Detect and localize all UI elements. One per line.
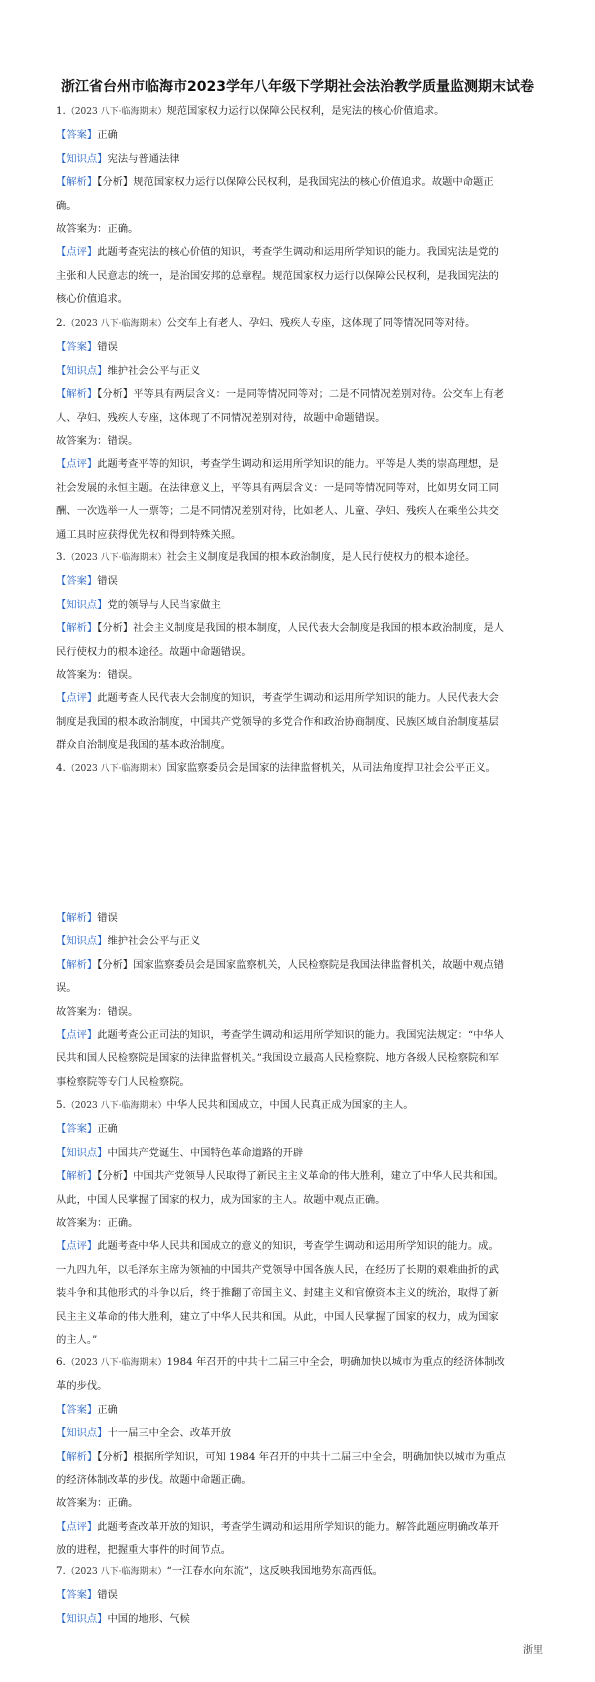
line-text: 装斗争和其他形式的斗争以后，终于推翻了帝国主义、封建主义和官僚资本主义的统治，取得了新: [56, 1287, 499, 1300]
labeled-line: [56, 1399, 540, 1422]
question-block: [56, 907, 540, 1094]
question-text: [56, 1094, 540, 1118]
text-line: [56, 265, 540, 288]
point-tag: 【知识点】: [56, 364, 108, 377]
line-text: 从此，中国人民掌握了国家的权力，成为国家的主人。故题中观点正确。: [56, 1193, 386, 1206]
line-text: 此题考查宪法的核心价值的知识，考查学生调动和运用所学知识的能力。我国宪法是党的: [97, 246, 499, 259]
text-line: [56, 407, 540, 430]
question-block: [56, 312, 540, 547]
analysis-tag: 【解析】: [56, 176, 98, 189]
text-line: [56, 1259, 540, 1282]
line-text: 民主主义革命的伟大胜利，建立了中华人民共和国。从此，中国人民掌握了国家的权力，成为国家: [56, 1310, 499, 1323]
question-source: （2023 八下·临海期末）: [65, 1567, 167, 1577]
text-line: [56, 524, 540, 547]
question-number: 6.: [56, 1356, 66, 1368]
line-text: 此题考查公正司法的知识，考查学生调动和运用所学知识的能力。我国宪法规定：“中华人: [97, 1029, 505, 1042]
answer-tag: 【答案】: [56, 1403, 98, 1416]
question-block: [56, 546, 540, 758]
labeled-line: [56, 1608, 540, 1631]
line-text: 【分析】中国共产党领导人民取得了新民主主义革命的伟大胜利，建立了中华人民共和国。: [97, 1170, 504, 1183]
point-tag: 【知识点】: [56, 1146, 108, 1159]
question-block: [56, 1351, 540, 1563]
question-source: （2023 八下·临海期末）: [65, 1358, 167, 1368]
line-text: 故答案为：正确。: [56, 1217, 139, 1230]
analysis-tag: 【解析】: [56, 388, 98, 401]
question-block: [56, 1094, 540, 1352]
text-line: [56, 195, 540, 218]
question-block: [56, 1560, 540, 1631]
text-line: [56, 1329, 540, 1352]
answer-tag: 【答案】: [56, 1589, 98, 1602]
line-text: 民共和国人民检察院是国家的法律监督机关。”我国设立最高人民检察院、地方各级人民检察院和军: [56, 1052, 499, 1065]
question-number: 7.: [56, 1565, 66, 1577]
question-stem: “一江春水向东流”，这反映我国地势东高西低。: [166, 1565, 383, 1577]
line-text: 此题考查平等的知识，考查学生调动和运用所学知识的能力。平等是人类的崇高理想，是: [97, 458, 499, 471]
analysis-tag: 【解析】: [56, 958, 98, 971]
text-line: [56, 664, 540, 687]
labeled-line: [56, 336, 540, 359]
line-text: 维护社会公平与正义: [107, 364, 201, 377]
line-text: 酬、一次选举一人一票等；二是不同情况差别对待，比如老人、儿童、孕妇、残疾人在乘坐公共交: [56, 505, 499, 518]
comment-tag: 【点评】: [56, 1520, 98, 1533]
line-text: 正确: [97, 1403, 118, 1416]
text-line: [56, 711, 540, 734]
line-text: 【分析】根据所学知识，可知 1984 年召开的中共十二届三中全会，明确加快以城市为重点: [97, 1450, 506, 1463]
text-line: [56, 977, 540, 1000]
question-number: 3.: [56, 551, 66, 563]
line-text: 核心价值追求。: [56, 293, 129, 306]
line-text: 维护社会公平与正义: [107, 935, 201, 948]
text-line: [56, 500, 540, 523]
text-line: [56, 1047, 540, 1070]
line-text: 【分析】规范国家权力运行以保障公民权利，是我国宪法的核心价值追求。故题中命题正: [97, 176, 494, 189]
line-text: 的经济体制改革的步伐。故题中命题正确。: [56, 1474, 252, 1487]
labeled-line: [56, 907, 540, 930]
labeled-line: [56, 124, 540, 147]
text-line: [56, 1306, 540, 1329]
analysis-tag: 【解析】: [56, 912, 98, 924]
text-line: [56, 218, 540, 241]
text-line: [56, 1071, 540, 1094]
line-text: 革的步伐。: [56, 1380, 108, 1393]
text-line: [56, 1492, 540, 1515]
text-line: [56, 1189, 540, 1212]
labeled-line: [56, 1584, 540, 1607]
labeled-line: [56, 453, 540, 476]
labeled-line: [56, 1516, 540, 1539]
line-text: 主张和人民意志的统一，是治国安邦的总章程。规范国家权力运行以保障公民权利，是我国宪法的: [56, 269, 499, 282]
question-text: [56, 1351, 540, 1375]
text-line: [56, 288, 540, 311]
labeled-line: [56, 687, 540, 710]
page-footer: 浙里: [523, 1645, 543, 1656]
question-source: （2023 八下·临海期末）: [65, 553, 167, 563]
line-text: 民行使权力的根本途径。故题中命题错误。: [56, 645, 252, 658]
question-source: （2023 八下·临海期末）: [65, 764, 167, 774]
labeled-line: [56, 930, 540, 953]
question-stem: 公交车上有老人、孕妇、残疾人专座，这体现了同等情况同等对待。: [166, 317, 476, 329]
text-line: [56, 1282, 540, 1305]
labeled-line: [56, 383, 540, 406]
labeled-line: [56, 1422, 540, 1445]
line-text: 错误: [97, 1589, 118, 1602]
labeled-line: [56, 1118, 540, 1141]
question-source: （2023 八下·临海期末）: [65, 1101, 167, 1111]
line-text: 人、孕妇、残疾人专座，这体现了不同情况差别对待，故题中命题错误。: [56, 411, 386, 424]
analysis-tag: 【解析】: [56, 1170, 98, 1183]
comment-tag: 【点评】: [56, 246, 98, 259]
line-text: 确。: [56, 199, 77, 212]
line-text: 故答案为：错误。: [56, 1005, 139, 1018]
line-text: 故答案为：错误。: [56, 435, 139, 448]
labeled-line: [56, 148, 540, 171]
comment-tag: 【点评】: [56, 1240, 98, 1253]
comment-tag: 【点评】: [56, 1029, 98, 1042]
text-line: [56, 430, 540, 453]
labeled-line: [56, 1024, 540, 1047]
line-text: 故答案为：正确。: [56, 223, 139, 236]
line-text: 正确: [97, 1123, 118, 1136]
line-text: 事检察院等专门人民检察院。: [56, 1075, 190, 1088]
text-line: [56, 1001, 540, 1024]
point-tag: 【知识点】: [56, 152, 108, 165]
line-text: 通工具时应获得优先权和得到特殊关照。: [56, 528, 242, 541]
text-line: [56, 641, 540, 664]
line-text: 错误: [97, 912, 118, 924]
line-text: 【分析】社会主义制度是我国的根本制度，人民代表大会制度是我国的根本政治制度，是人: [97, 622, 504, 635]
answer-tag: 【答案】: [56, 129, 98, 142]
line-text: 放的进程，把握重大事件的时间节点。: [56, 1544, 232, 1557]
line-text: 中国的地形、气候: [107, 1612, 190, 1625]
page-title: 浙江省台州市临海市2023学年八年级下学期社会法治教学质量监测期末试卷: [61, 79, 534, 95]
question-stem: 1984 年召开的中共十二届三中全会，明确加快以城市为重点的经济体制改: [166, 1356, 505, 1368]
labeled-line: [56, 1165, 540, 1188]
line-text: 一九四九年，以毛泽东主席为领袖的中国共产党领导中国各族人民，在经历了长期的艰难曲折的武: [56, 1263, 499, 1276]
line-text: 正确: [97, 129, 118, 142]
labeled-line: [56, 1446, 540, 1469]
labeled-line: [56, 360, 540, 383]
labeled-line: [56, 1142, 540, 1165]
line-text: 社会发展的永恒主题。在法律意义上，平等具有两层含义：一是同等情况同等对，比如男女同工同: [56, 481, 499, 494]
line-text: 宪法与普通法律: [107, 152, 180, 165]
line-text: 此题考查改革开放的知识，考查学生调动和运用所学知识的能力。解答此题应明确改革开: [97, 1520, 499, 1533]
line-text: 故答案为：正确。: [56, 1497, 139, 1510]
line-text: 十一届三中全会、改革开放: [107, 1427, 232, 1440]
labeled-line: [56, 1235, 540, 1258]
line-text: 制度是我国的根本政治制度，中国共产党领导的多党合作和政治协商制度、民族区域自治制度基层: [56, 715, 499, 728]
text-line: [56, 477, 540, 500]
question-number: 1.: [56, 105, 66, 117]
line-text: 党的领导与人民当家做主: [107, 598, 221, 611]
labeled-line: [56, 617, 540, 640]
point-tag: 【知识点】: [56, 598, 108, 611]
question-text: [56, 100, 540, 124]
point-tag: 【知识点】: [56, 1427, 108, 1440]
question-text: [56, 757, 540, 781]
question-block: [56, 100, 540, 312]
analysis-tag: 【解析】: [56, 1450, 98, 1463]
question-number: 2.: [56, 317, 66, 329]
text-line: [56, 1375, 540, 1398]
text-line: [56, 734, 540, 757]
point-tag: 【知识点】: [56, 1612, 108, 1625]
text-line: [56, 1469, 540, 1492]
question-text: [56, 312, 540, 336]
line-text: 错误: [97, 575, 118, 588]
labeled-line: [56, 570, 540, 593]
line-text: 【分析】国家监察委员会是国家监察机关，人民检察院是我国法律监督机关，故题中观点错: [97, 958, 504, 971]
line-text: 【分析】平等具有两层含义：一是同等情况同等对；二是不同情况差别对待。公交车上有老: [97, 388, 504, 401]
question-stem: 国家监察委员会是国家的法律监督机关，从司法角度捍卫社会公平正义。: [166, 762, 496, 774]
answer-tag: 【答案】: [56, 575, 98, 588]
question-stem: 中华人民共和国成立，中国人民真正成为国家的主人。: [166, 1099, 414, 1111]
line-text: 错误: [97, 341, 118, 354]
line-text: 中国共产党诞生、中国特色革命道路的开辟: [107, 1146, 304, 1159]
line-text: 的主人。”: [56, 1334, 98, 1347]
answer-tag: 【答案】: [56, 1123, 98, 1136]
labeled-line: [56, 954, 540, 977]
question-number: 5.: [56, 1099, 66, 1111]
answer-tag: 【答案】: [56, 341, 98, 354]
labeled-line: [56, 241, 540, 264]
analysis-tag: 【解析】: [56, 622, 98, 635]
question-number: 4.: [56, 762, 66, 774]
labeled-line: [56, 171, 540, 194]
line-text: 此题考查中华人民共和国成立的意义的知识，考查学生调动和运用所学知识的能力。成。: [97, 1240, 499, 1253]
line-text: 此题考查人民代表大会制度的知识，考查学生调动和运用所学知识的能力。人民代表大会: [97, 692, 499, 705]
labeled-line: [56, 594, 540, 617]
text-line: [56, 1212, 540, 1235]
question-block: [56, 757, 540, 781]
question-stem: 规范国家权力运行以保障公民权利，是宪法的核心价值追求。: [166, 105, 445, 117]
question-text: [56, 1560, 540, 1584]
line-text: 误。: [56, 982, 77, 995]
line-text: 群众自治制度是我国的基本政治制度。: [56, 739, 232, 752]
point-tag: 【知识点】: [56, 935, 108, 948]
line-text: 故答案为：错误。: [56, 669, 139, 682]
question-stem: 社会主义制度是我国的根本政治制度，是人民行使权力的根本途径。: [166, 551, 476, 563]
comment-tag: 【点评】: [56, 458, 98, 471]
question-text: [56, 546, 540, 570]
question-source: （2023 八下·临海期末）: [65, 107, 167, 117]
question-source: （2023 八下·临海期末）: [65, 319, 167, 329]
comment-tag: 【点评】: [56, 692, 98, 705]
